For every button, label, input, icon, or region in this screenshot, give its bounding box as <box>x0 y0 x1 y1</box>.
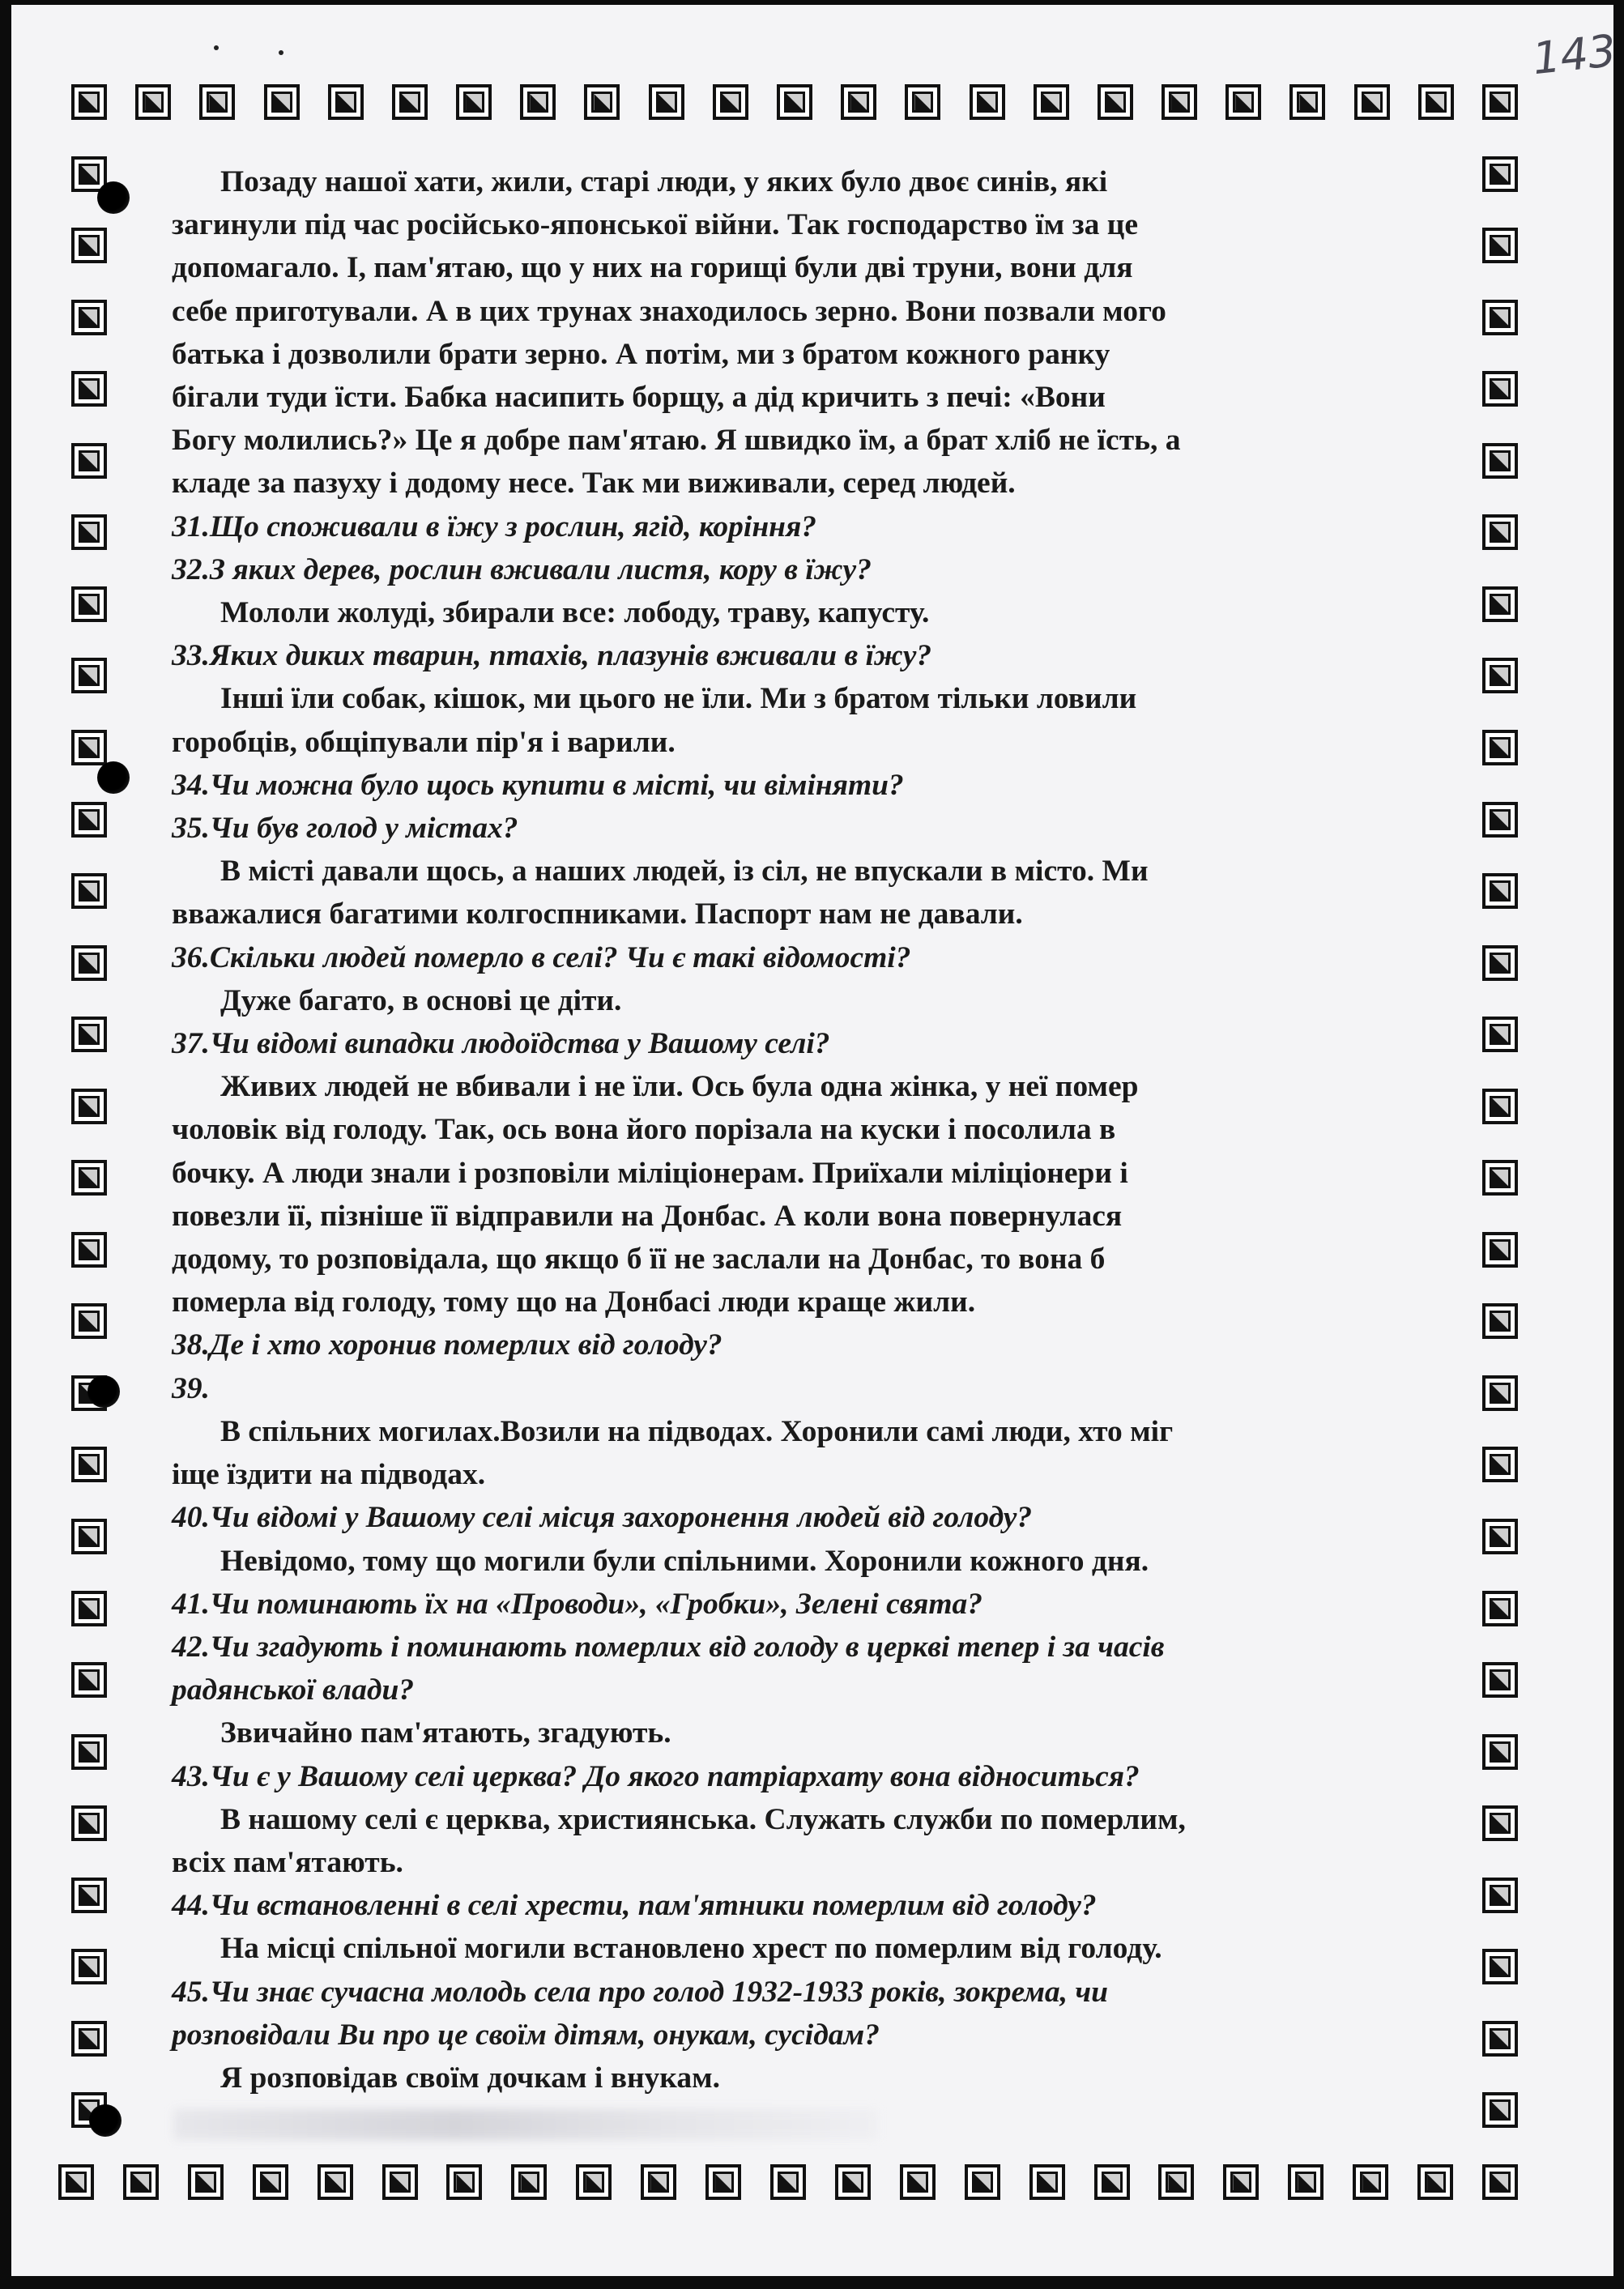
framed-triangle-square-icon <box>770 2164 806 2200</box>
framed-triangle-square-icon <box>71 873 107 909</box>
framed-triangle-square-icon <box>576 2164 612 2200</box>
framed-triangle-square-icon <box>1158 2164 1194 2200</box>
framed-triangle-square-icon <box>1482 514 1518 550</box>
text-line: допомагало. І, пам'ятаю, що у них на горищі були дві труни, вони для <box>172 251 1133 285</box>
text-line: 34.Чи можна було щось купити в місті, чи віміняти? <box>172 768 904 802</box>
framed-triangle-square-icon <box>71 371 107 407</box>
question-paragraph <box>172 764 1468 807</box>
framed-triangle-square-icon <box>900 2164 936 2200</box>
framed-triangle-square-icon <box>71 1878 107 1913</box>
framed-triangle-square-icon <box>1482 730 1518 765</box>
question-paragraph <box>172 1367 1468 1410</box>
text-line: 35.Чи був голод у містах? <box>172 812 518 846</box>
framed-triangle-square-icon <box>123 2164 159 2200</box>
redacted-signature-line <box>173 2109 878 2140</box>
question-paragraph <box>172 1496 1468 1539</box>
page-number: 143 <box>1529 24 1619 85</box>
framed-triangle-square-icon <box>71 2021 107 2057</box>
framed-triangle-square-icon <box>71 1949 107 1984</box>
answer-paragraph <box>172 591 1468 634</box>
framed-triangle-square-icon <box>905 84 940 120</box>
framed-triangle-square-icon <box>58 2164 94 2200</box>
punch-hole <box>97 761 130 794</box>
text-line: кладе за пазуху і додому несе. Так ми виживали, серед людей. <box>172 467 1016 501</box>
text-line: розповідали Ви про це своїм дітям, онукам, сусідам? <box>172 2018 880 2052</box>
framed-triangle-square-icon <box>641 2164 676 2200</box>
framed-triangle-square-icon <box>264 84 300 120</box>
question-paragraph <box>172 548 1468 591</box>
question-paragraph <box>172 936 1468 979</box>
text-line: додому, то розповідала, що якщо б її не заслали на Донбас, то вона б <box>172 1243 1106 1277</box>
framed-triangle-square-icon <box>1029 2164 1065 2200</box>
framed-triangle-square-icon <box>841 84 876 120</box>
framed-triangle-square-icon <box>71 1805 107 1841</box>
text-line: В місті давали щось, а наших людей, із сіл, не впускали в місто. Ми <box>220 855 1149 889</box>
framed-triangle-square-icon <box>199 84 235 120</box>
framed-triangle-square-icon <box>71 1662 107 1698</box>
framed-triangle-square-icon <box>188 2164 224 2200</box>
text-line: Живих людей не вбивали і не їли. Ось була одна жінка, у неї помер <box>220 1070 1139 1104</box>
framed-triangle-square-icon <box>1482 1375 1518 1411</box>
framed-triangle-square-icon <box>1482 1662 1518 1698</box>
framed-triangle-square-icon <box>713 84 748 120</box>
framed-triangle-square-icon <box>71 1303 107 1339</box>
text-line: бочку. А люди знали і розповіли міліціонерам. Приїхали міліціонери і <box>172 1156 1128 1190</box>
framed-triangle-square-icon <box>1482 443 1518 479</box>
framed-triangle-square-icon <box>71 586 107 622</box>
text-line: Мололи жолуді, збирали все: лободу, траву, капусту. <box>220 596 930 630</box>
framed-triangle-square-icon <box>71 1160 107 1196</box>
text-line: бігали туди їсти. Бабка насипить борщу, а дід кричить з печі: «Вони <box>172 381 1106 415</box>
text-line: 42.Чи згадують і поминають померлих від голоду в церкві тепер і за часів <box>172 1630 1165 1664</box>
framed-triangle-square-icon <box>1482 1232 1518 1268</box>
framed-triangle-square-icon <box>835 2164 871 2200</box>
question-paragraph <box>172 505 1468 548</box>
framed-triangle-square-icon <box>328 84 364 120</box>
question-paragraph <box>172 1022 1468 1065</box>
text-line: 40.Чи відомі у Вашому селі місця захоронення людей від голоду? <box>172 1501 1033 1535</box>
question-paragraph <box>172 807 1468 850</box>
framed-triangle-square-icon <box>1482 873 1518 909</box>
framed-triangle-square-icon <box>456 84 492 120</box>
text-line: Позаду нашої хати, жили, старі люди, у яких було двоє синів, які <box>220 165 1108 198</box>
framed-triangle-square-icon <box>135 84 171 120</box>
question-paragraph <box>172 634 1468 677</box>
framed-triangle-square-icon <box>71 228 107 263</box>
framed-triangle-square-icon <box>1482 156 1518 192</box>
text-line: радянської влади? <box>172 1673 415 1707</box>
framed-triangle-square-icon <box>318 2164 353 2200</box>
text-line: себе приготували. А в цих трунах знаходилось зерно. Вони позвали мого <box>172 294 1166 328</box>
framed-triangle-square-icon <box>71 730 107 765</box>
document-page <box>11 5 1619 2276</box>
framed-triangle-square-icon <box>1482 1949 1518 1984</box>
framed-triangle-square-icon <box>71 802 107 838</box>
framed-triangle-square-icon <box>253 2164 288 2200</box>
framed-triangle-square-icon <box>71 1591 107 1626</box>
answer-paragraph <box>172 1927 1468 1970</box>
framed-triangle-square-icon <box>1289 84 1325 120</box>
framed-triangle-square-icon <box>1482 1017 1518 1052</box>
framed-triangle-square-icon <box>1223 2164 1259 2200</box>
framed-triangle-square-icon <box>1482 1447 1518 1482</box>
framed-triangle-square-icon <box>1482 945 1518 981</box>
framed-triangle-square-icon <box>1482 1519 1518 1554</box>
answer-paragraph <box>172 979 1468 1022</box>
answer-paragraph <box>172 1540 1468 1583</box>
framed-triangle-square-icon <box>71 1734 107 1770</box>
framed-triangle-square-icon <box>1482 2164 1518 2200</box>
framed-triangle-square-icon <box>1482 300 1518 335</box>
framed-triangle-square-icon <box>1225 84 1261 120</box>
text-line: 39. <box>172 1371 210 1405</box>
framed-triangle-square-icon <box>71 443 107 479</box>
framed-triangle-square-icon <box>1417 2164 1453 2200</box>
paper-specks <box>214 37 311 53</box>
framed-triangle-square-icon <box>71 84 107 120</box>
framed-triangle-square-icon <box>1482 1591 1518 1626</box>
text-line: 41.Чи поминають їх на «Проводи», «Гробки», Зелені свята? <box>172 1587 983 1621</box>
answer-paragraph <box>172 677 1468 763</box>
framed-triangle-square-icon <box>649 84 684 120</box>
answer-paragraph <box>172 2057 1468 2099</box>
text-line: В спільних могилах.Возили на підводах. Хоронили самі люди, хто міг <box>220 1414 1174 1448</box>
text-line: 45.Чи знає сучасна молодь села про голод 1932-1933 років, зокрема, чи <box>172 1975 1108 2009</box>
speck <box>214 45 219 50</box>
framed-triangle-square-icon <box>71 300 107 335</box>
speck <box>279 50 283 55</box>
framed-triangle-square-icon <box>1482 802 1518 838</box>
answer-paragraph <box>172 1065 1468 1324</box>
framed-triangle-square-icon <box>965 2164 1000 2200</box>
punch-hole <box>89 2104 121 2137</box>
framed-triangle-square-icon <box>520 84 556 120</box>
framed-triangle-square-icon <box>1353 2164 1388 2200</box>
text-line: 43.Чи є у Вашому селі церква? До якого патріархату вона відноситься? <box>172 1759 1140 1793</box>
framed-triangle-square-icon <box>71 1089 107 1124</box>
text-line: Я розповідав своїм дочкам і внукам. <box>220 2061 721 2095</box>
text-line: На місці спільної могили встановлено хрест по померлим від голоду. <box>220 1932 1162 1966</box>
framed-triangle-square-icon <box>71 1447 107 1482</box>
text-line: 44.Чи встановленні в селі хрести, пам'ятники померлим від голоду? <box>172 1889 1097 1923</box>
question-paragraph <box>172 1324 1468 1366</box>
question-paragraph <box>172 1583 1468 1626</box>
framed-triangle-square-icon <box>1482 658 1518 693</box>
framed-triangle-square-icon <box>1482 1089 1518 1124</box>
punch-hole <box>87 1375 120 1408</box>
text-line: Богу молились?» Це я добре пам'ятаю. Я швидко їм, а брат хліб не їсть, а <box>172 424 1181 458</box>
text-line: повезли її, пізніше її відправили на Донбас. А коли вона повернулася <box>172 1199 1123 1233</box>
framed-triangle-square-icon <box>71 514 107 550</box>
answer-paragraph <box>172 160 1468 505</box>
framed-triangle-square-icon <box>1482 2021 1518 2057</box>
answer-paragraph <box>172 1711 1468 1754</box>
text-line: В нашому селі є церква, християнська. Служать служби по померлим, <box>220 1802 1186 1836</box>
text-line: вважалися багатими колгоспниками. Паспорт нам не давали. <box>172 897 1023 931</box>
framed-triangle-square-icon <box>71 1232 107 1268</box>
answer-paragraph <box>172 850 1468 936</box>
interview-text <box>172 160 1468 2099</box>
framed-triangle-square-icon <box>1034 84 1069 120</box>
framed-triangle-square-icon <box>1482 1303 1518 1339</box>
framed-triangle-square-icon <box>446 2164 482 2200</box>
text-line: всіх пам'ятають. <box>172 1845 403 1879</box>
question-paragraph <box>172 1971 1468 2057</box>
text-line: загинули під час російсько-японської війни. Так господарство їм за це <box>172 208 1139 242</box>
text-line: 31.Що споживали в їжу з рослин, ягід, коріння? <box>172 509 817 543</box>
framed-triangle-square-icon <box>1098 84 1133 120</box>
framed-triangle-square-icon <box>705 2164 741 2200</box>
framed-triangle-square-icon <box>1482 586 1518 622</box>
question-paragraph <box>172 1884 1468 1927</box>
text-line: Інші їли собак, кішок, ми цього не їли. Ми з братом тільки ловили <box>220 682 1137 716</box>
framed-triangle-square-icon <box>1288 2164 1323 2200</box>
framed-triangle-square-icon <box>1482 84 1518 120</box>
punch-hole <box>97 181 130 214</box>
framed-triangle-square-icon <box>1418 84 1454 120</box>
question-paragraph <box>172 1755 1468 1798</box>
text-line: Невідомо, тому що могили були спільними. Хоронили кожного дня. <box>220 1544 1149 1578</box>
text-line: чоловік від голоду. Так, ось вона його порізала на куски і посолила в <box>172 1113 1116 1147</box>
framed-triangle-square-icon <box>71 945 107 981</box>
text-line: 38.Де і хто хоронив померлих від голоду? <box>172 1328 722 1362</box>
text-line: 33.Яких диких тварин, птахів, плазунів вживали в їжу? <box>172 639 932 673</box>
text-line: горобців, общіпували пір'я і варили. <box>172 725 676 759</box>
text-line: померла від голоду, тому що на Донбасі люди краще жили. <box>172 1285 976 1319</box>
framed-triangle-square-icon <box>511 2164 547 2200</box>
framed-triangle-square-icon <box>71 1017 107 1052</box>
framed-triangle-square-icon <box>777 84 812 120</box>
question-paragraph <box>172 1626 1468 1711</box>
text-line: іще їздити на підводах. <box>172 1458 486 1492</box>
framed-triangle-square-icon <box>71 658 107 693</box>
text-line: 37.Чи відомі випадки людоїдства у Вашому селі? <box>172 1027 830 1061</box>
text-line: 32.З яких дерев, рослин вживали листя, кору в їжу? <box>172 552 872 586</box>
framed-triangle-square-icon <box>584 84 620 120</box>
framed-triangle-square-icon <box>382 2164 418 2200</box>
framed-triangle-square-icon <box>1482 1805 1518 1841</box>
answer-paragraph <box>172 1798 1468 1884</box>
framed-triangle-square-icon <box>71 1519 107 1554</box>
text-line: Звичайно пам'ятають, згадують. <box>220 1716 671 1750</box>
answer-paragraph <box>172 1410 1468 1496</box>
framed-triangle-square-icon <box>1482 371 1518 407</box>
framed-triangle-square-icon <box>1482 228 1518 263</box>
framed-triangle-square-icon <box>1094 2164 1130 2200</box>
framed-triangle-square-icon <box>1482 2092 1518 2128</box>
framed-triangle-square-icon <box>392 84 428 120</box>
text-line: 36.Скільки людей померло в селі? Чи є такі відомості? <box>172 940 911 974</box>
framed-triangle-square-icon <box>1482 1734 1518 1770</box>
framed-triangle-square-icon <box>1354 84 1390 120</box>
text-line: батька і дозволили брати зерно. А потім, ми з братом кожного ранку <box>172 337 1110 371</box>
text-line: Дуже багато, в основі це діти. <box>220 983 622 1017</box>
framed-triangle-square-icon <box>970 84 1005 120</box>
framed-triangle-square-icon <box>1482 1878 1518 1913</box>
framed-triangle-square-icon <box>1482 1160 1518 1196</box>
framed-triangle-square-icon <box>1162 84 1197 120</box>
